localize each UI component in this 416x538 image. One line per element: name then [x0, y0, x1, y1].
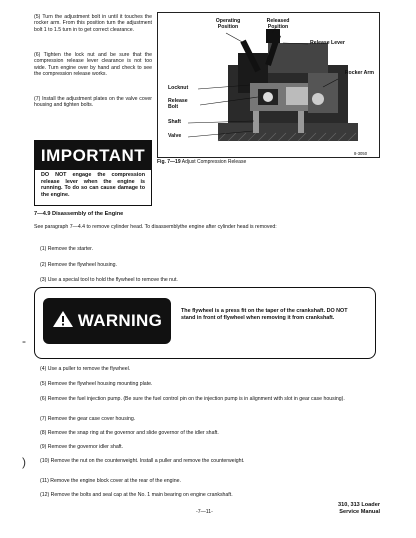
step-3: (3) Use a special tool to hold the flywheel to remove the nut.: [40, 277, 178, 283]
step-8-disassembly: (8) Remove the snap ring at the governor and slide governor of the idler shaft.: [40, 430, 219, 436]
footer-manual: Service Manual: [339, 509, 380, 515]
footer-title: [338, 502, 380, 516]
step-12-disassembly: (12) Remove the bolts and seal cap at the No. 1 main bearing on engine crankshaft.: [40, 492, 233, 498]
step-4: (4) Use a puller to remove the flywheel.: [40, 366, 131, 372]
step-2: (2) Remove the flywheel housing.: [40, 262, 117, 268]
important-title: IMPORTANT: [35, 141, 151, 170]
release-lever-label: Release Lever: [310, 40, 345, 46]
rocker-arm-label: Rocker Arm: [344, 70, 374, 76]
figure-code: 8-3050: [354, 151, 368, 156]
important-notice: [34, 140, 152, 206]
engine-diagram: [158, 13, 379, 157]
step-6-text: (6) Tighten the lock nut and be sure that the compression release lever clearance is not too wide. Turn engine over by hand and check to see the compression release works.: [34, 52, 152, 78]
margin-paren-mark: ): [22, 455, 26, 469]
release-bolt-label: Release Bolt: [168, 98, 188, 110]
figure-number: Fig. 7—19: [157, 159, 181, 165]
step-10-disassembly: (10) Remove the nut on the counterweight. Install a puller and remove the counterweight.: [40, 458, 245, 464]
warning-body: The flywheel is a press fit on the taper of the crankshaft. DO NOT stand in front of flywheel when removing it from crankshaft.: [181, 308, 348, 321]
margin-dash-mark: -: [22, 334, 26, 348]
figure-caption: [157, 159, 246, 165]
step-6-disassembly: (6) Remove the fuel injection pump. (Be sure the fuel control pin on the injection pump is in alignment with slot in gear case housing).: [40, 396, 345, 402]
important-body: DO NOT engage the compression release lever when the engine is running. To do so can cause damage to the engine.: [41, 172, 145, 198]
warning-notice: [34, 287, 376, 359]
compression-release-figure: [157, 12, 380, 158]
step-1: (1) Remove the starter.: [40, 246, 94, 252]
section-heading: 7—4.9 Disassembly of the Engine: [34, 211, 124, 217]
figure-caption-text: Adjust Compression Release: [181, 159, 247, 165]
valve-label: Valve: [168, 133, 182, 139]
warning-title-text: WARNING: [77, 311, 163, 330]
locknut-label: Locknut: [168, 85, 189, 91]
footer-model: 310, 313 Loader: [338, 502, 380, 508]
warning-title: [43, 298, 171, 344]
step-11-disassembly: (11) Remove the engine block cover at the rear of the engine.: [40, 478, 181, 484]
operating-position-label: Operating Position: [215, 18, 241, 30]
section-intro: See paragraph 7—4.4 to remove cylinder head. To disassemblythe engine after cylinder head is removed:: [34, 224, 277, 230]
released-position-label: Released Position: [266, 18, 290, 30]
step-5-text: (5) Turn the adjustment bolt in until it touches the rocker arm. From this position turn the adjustment bolt 1 to 1.5 turn in to get correct clearance.: [34, 14, 152, 33]
warning-triangle-icon: [52, 310, 74, 328]
step-9-disassembly: (9) Remove the governor idler shaft.: [40, 444, 124, 450]
step-7-disassembly: (7) Remove the gear case cover housing.: [40, 416, 136, 422]
page-number: -7—11-: [196, 509, 213, 515]
shaft-label: Shaft: [168, 119, 181, 125]
step-5-disassembly: (5) Remove the flywheel housing mounting plate.: [40, 381, 153, 387]
step-7-text: (7) Install the adjustment plates on the valve cover housing and tighten bolts.: [34, 96, 152, 109]
